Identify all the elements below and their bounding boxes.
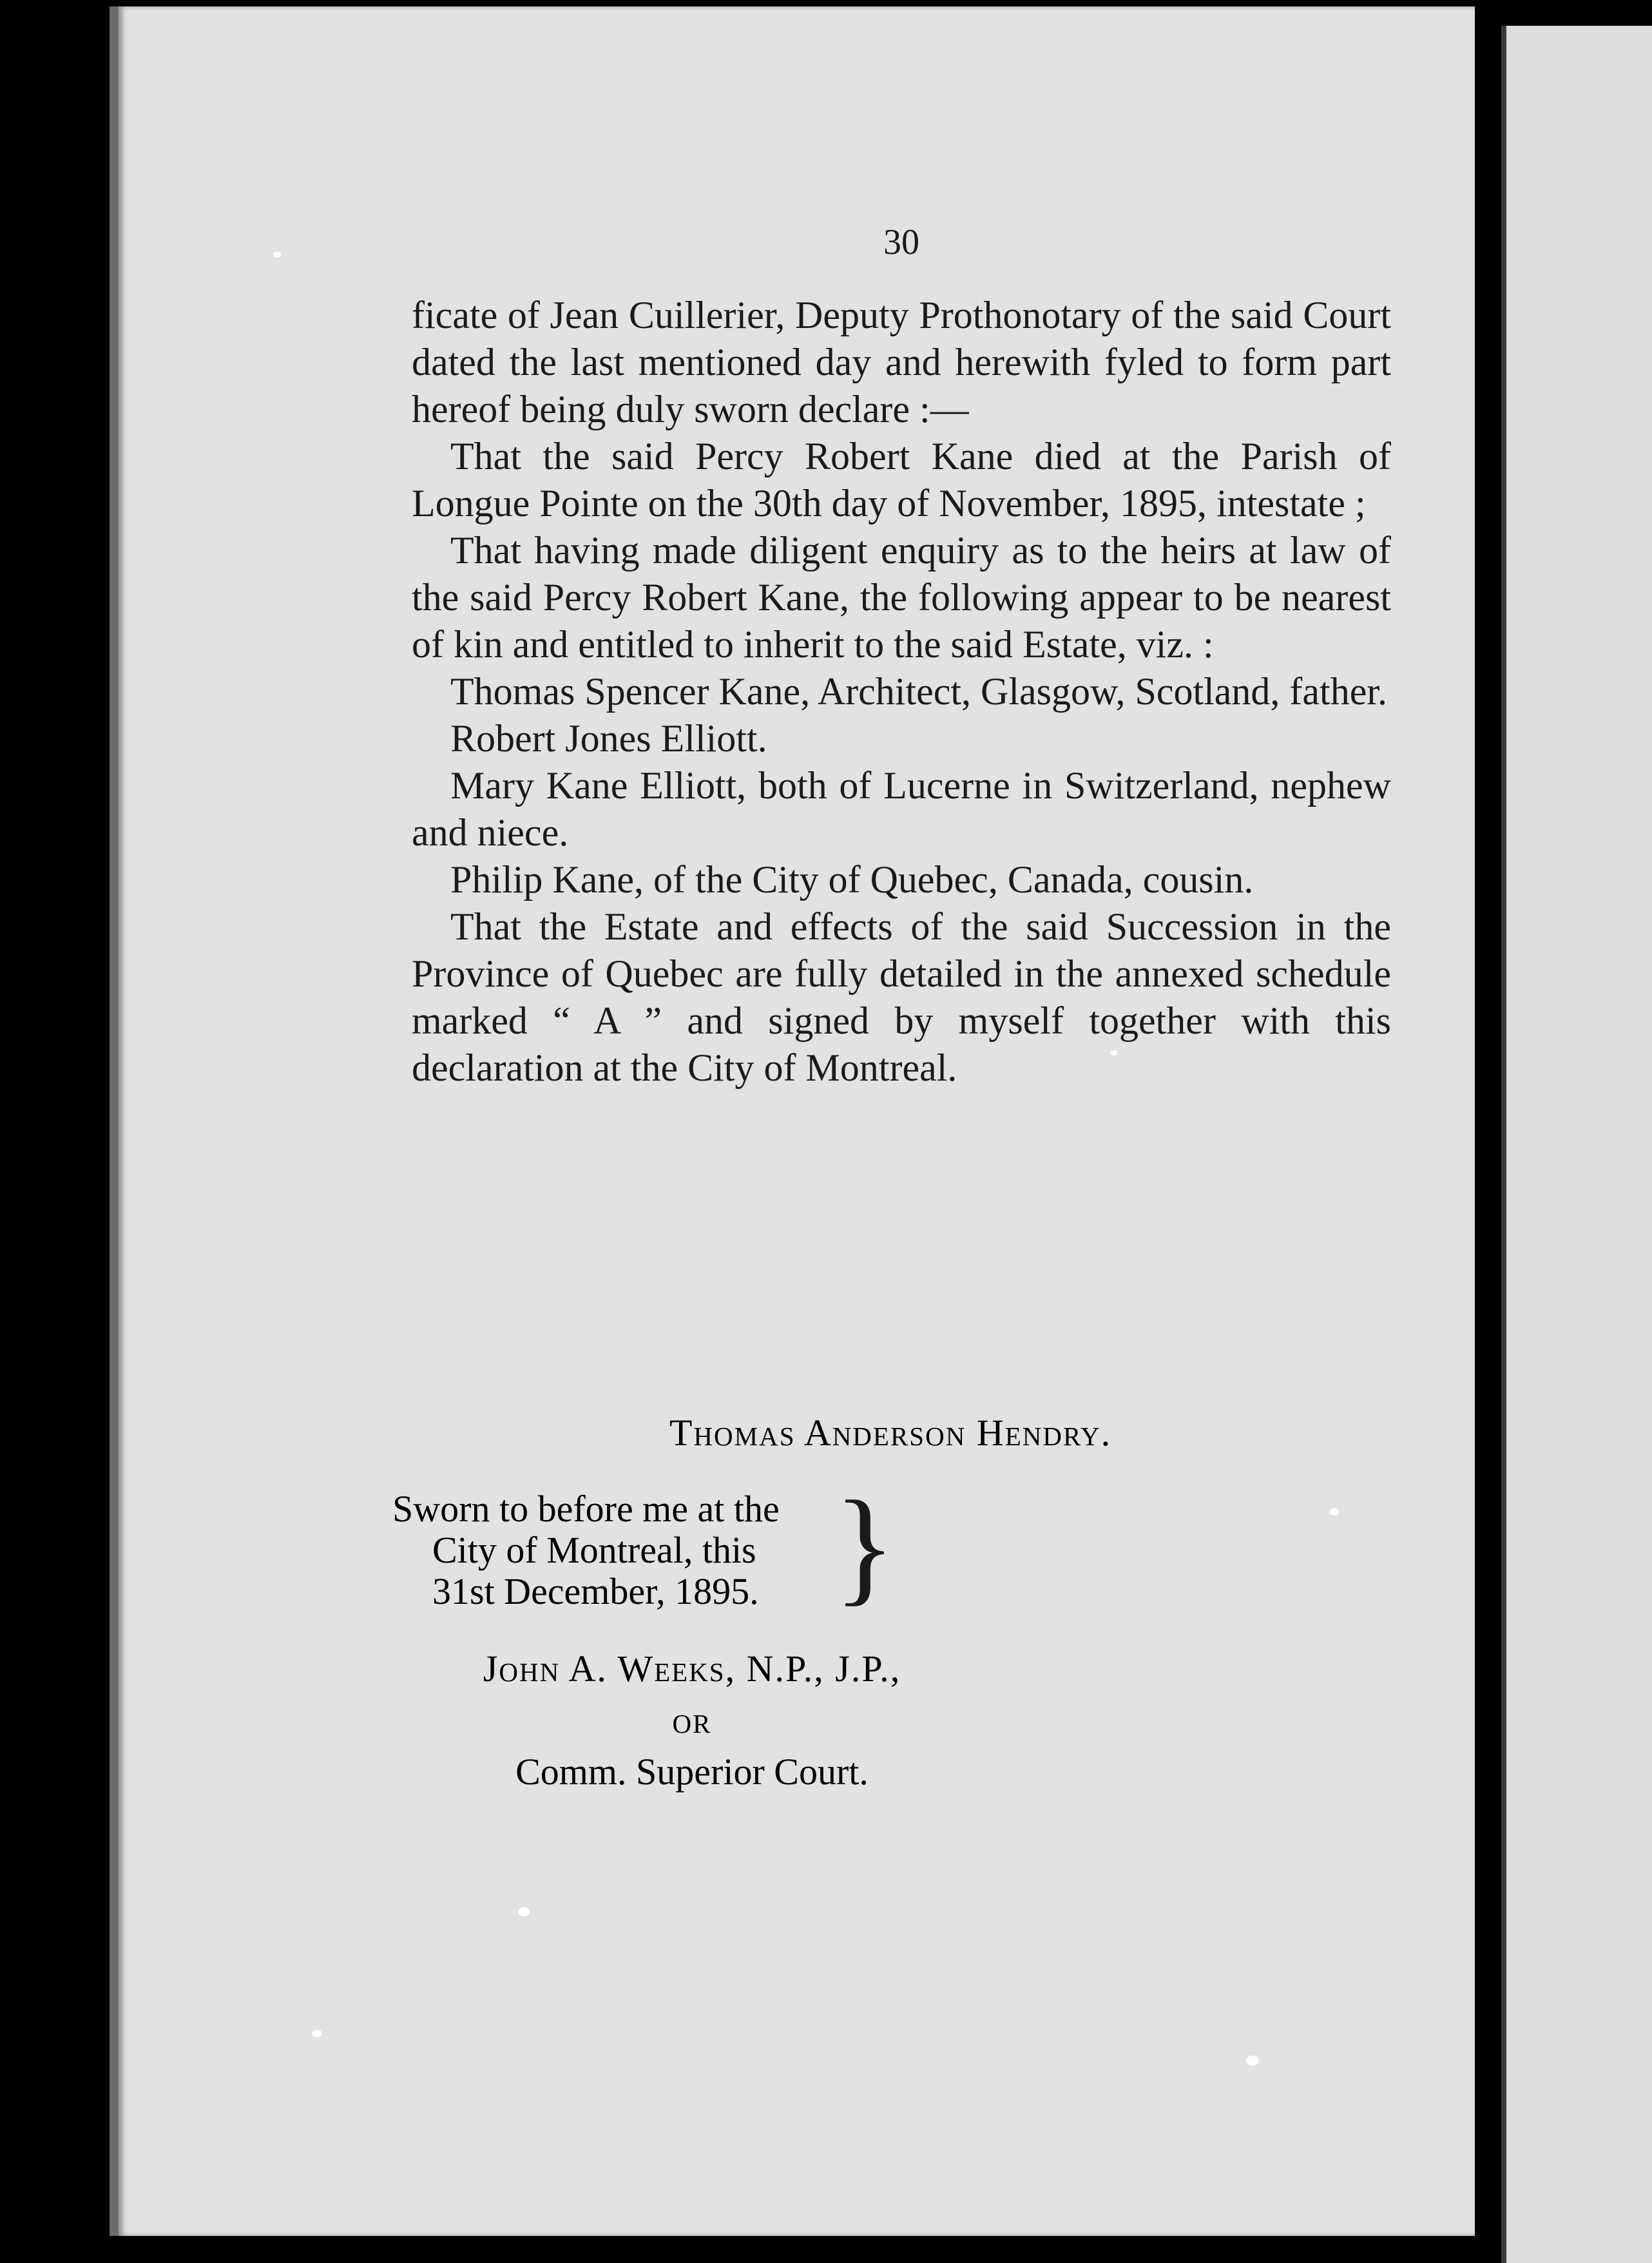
scan-speck	[1111, 1050, 1117, 1055]
heir-mary-kane-elliott: Mary Kane Elliott, both of Lucerne in Switzerland, nephew and niece.	[412, 764, 1391, 854]
sworn-statement	[392, 1488, 780, 1612]
page-number: 30	[883, 222, 919, 262]
heir-thomas-spencer-kane: Thomas Spencer Kane, Architect, Glasgow, Scotland, father.	[450, 670, 1388, 713]
sworn-line-3: 31st December, 1895.	[432, 1570, 759, 1612]
sworn-line-2: City of Montreal, this	[432, 1529, 756, 1571]
facing-page-edge	[1501, 26, 1652, 2263]
scan-speck	[1246, 2056, 1259, 2066]
declarant-signature: Thomas Anderson Hendry.	[669, 1412, 1112, 1454]
scan-speck	[1330, 1508, 1339, 1516]
scan-speck	[312, 2030, 322, 2037]
curly-brace: }	[834, 1475, 896, 1617]
heir-robert-jones-elliott: Robert Jones Elliott.	[450, 717, 767, 760]
paragraph-heirs: That having made diligent enquiry as to the heirs at law of the said Percy Robert Kane, the following appear to be nearest of kin and entitled to inherit to the said Estate, viz. :	[412, 529, 1391, 666]
document-page	[110, 6, 1475, 2236]
paragraph-certificate: ficate of Jean Cuillerier, Deputy Prothonotary of the said Court dated the last mentioned day and herewith fyled to form part hereof being duly sworn declare :—	[412, 294, 1391, 430]
scan-speck	[518, 1907, 530, 1916]
sworn-line-1: Sworn to before me at the	[392, 1488, 780, 1530]
paragraph-estate: That the Estate and effects of the said Succession in the Province of Quebec are fully detailed in the annexed schedule marked “ A ” and signed by myself together with this declaration at the City of Montreal.	[412, 905, 1391, 1089]
paragraph-death: That the said Percy Robert Kane died at the Parish of Longue Pointe on the 30th day of November, 1895, intestate ;	[412, 435, 1391, 525]
heir-philip-kane: Philip Kane, of the City of Quebec, Canada, cousin.	[450, 858, 1254, 901]
page-body	[412, 219, 1391, 1092]
scan-speck	[273, 251, 281, 258]
commissioner-signature	[466, 1643, 917, 1798]
commissioner-line-2: Comm. Superior Court.	[515, 1751, 869, 1793]
commissioner-line-1: John A. Weeks, N.P., J.P., or	[483, 1648, 901, 1741]
